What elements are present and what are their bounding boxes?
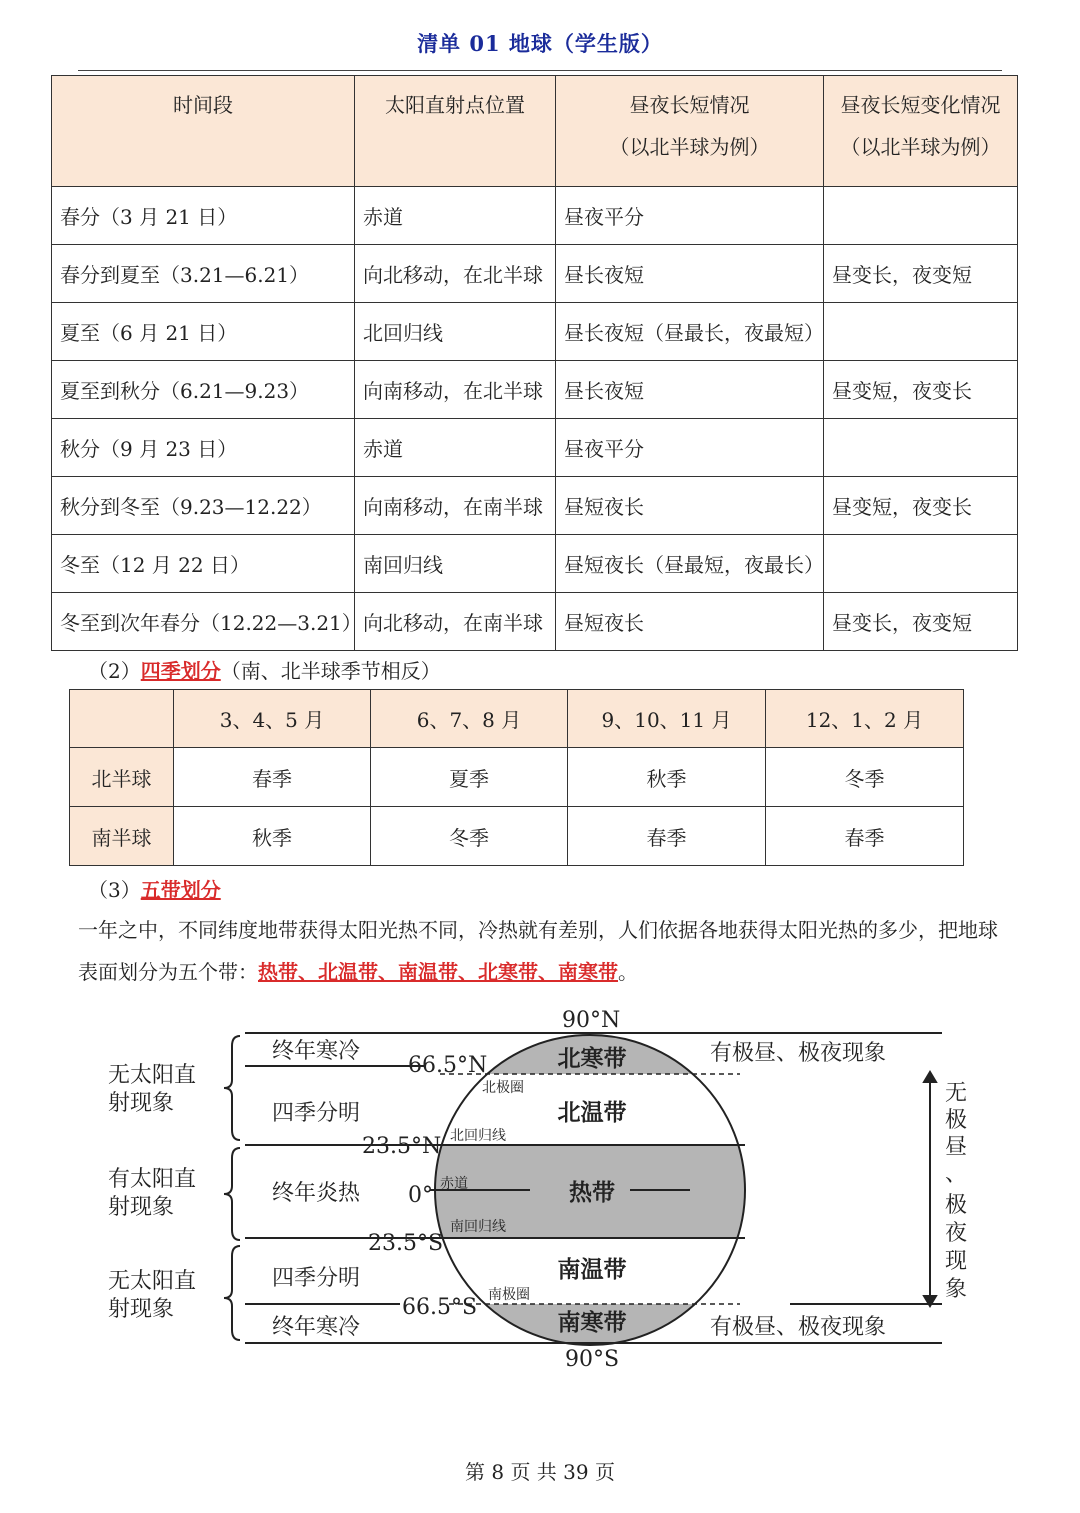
no-polar-arrow	[924, 1072, 936, 1306]
five-zones-diagram	[90, 1000, 970, 1380]
page-title: 清单 01 地球（学生版）	[417, 31, 663, 56]
lat-90n: 90°N	[562, 1008, 621, 1033]
left-braces	[224, 1036, 240, 1340]
header-divider	[78, 70, 1002, 71]
lat-90s: 90°S	[565, 1347, 620, 1372]
section-3-title: 五带划分	[140, 878, 221, 902]
climate-cold-south: 终年寒冷	[272, 1315, 361, 1340]
table-row: 南半球 秋季 冬季 春季 春季	[70, 807, 964, 866]
climate-cold-north: 终年寒冷	[272, 1039, 361, 1064]
label-has-direct-2: 射现象	[108, 1195, 175, 1220]
lat-665s: 66.5°S	[402, 1295, 478, 1320]
polar-north-label: 有极昼、极夜现象	[710, 1041, 887, 1066]
line-tropic-cancer: 北回归线	[450, 1128, 506, 1144]
seasons-table	[69, 689, 964, 866]
lat-665n: 66.5°N	[408, 1053, 488, 1078]
svg-text:极: 极	[944, 1108, 968, 1133]
header-direct-point: 太阳直射点位置	[355, 76, 556, 187]
svg-text:象: 象	[944, 1277, 968, 1302]
zone-north-frigid: 北寒带	[557, 1045, 627, 1072]
table-header-row: 3、4、5 月 6、7、8 月 9、10、11 月 12、1、2 月	[70, 690, 964, 748]
table-row: 秋分到冬至（9.23—12.22） 向南移动，在南半球 昼短夜长 昼变短，夜变长	[52, 477, 1018, 535]
page-footer: 第 8 页 共 39 页	[465, 1460, 615, 1484]
header-period: 时间段	[52, 76, 355, 187]
table-row: 春分到夏至（3.21—6.21） 向北移动，在北半球 昼长夜短 昼变长，夜变短	[52, 245, 1018, 303]
zone-tropical: 热带	[569, 1179, 615, 1206]
lat-0: 0°	[408, 1183, 433, 1208]
label-no-direct-4: 射现象	[108, 1297, 175, 1322]
table-row: 冬至到次年春分（12.22—3.21） 向北移动，在南半球 昼短夜长 昼变长，夜变短	[52, 593, 1018, 651]
svg-text:昼: 昼	[944, 1135, 968, 1160]
zones-paragraph: 一年之中，不同纬度地带获得太阳光热不同，冷热就有差别，人们依据各地获得太阳光热的多少，把地球表面划分为五个带：热带、北温带、南温带、北寒带、南寒带。	[78, 918, 998, 984]
table-row: 夏至（6 月 21 日） 北回归线 昼长夜短（昼最长，夜最短）	[52, 303, 1018, 361]
section-2-title: 四季划分	[140, 659, 221, 683]
section-2-heading: （2）四季划分（南、北半球季节相反）	[88, 659, 441, 683]
header-day-night-change: 昼夜长短变化情况 （以北半球为例）	[824, 76, 1018, 187]
climate-hot: 终年炎热	[272, 1181, 361, 1206]
zone-north-temperate: 北温带	[557, 1099, 627, 1126]
label-no-direct-3: 无太阳直	[108, 1269, 197, 1294]
label-no-direct-2: 射现象	[108, 1091, 175, 1116]
zone-south-temperate: 南温带	[557, 1256, 627, 1283]
svg-text:无: 无	[944, 1081, 968, 1106]
table-row: 秋分（9 月 23 日） 赤道 昼夜平分	[52, 419, 1018, 477]
header-day-night: 昼夜长短情况 （以北半球为例）	[556, 76, 824, 187]
label-has-direct-1: 有太阳直	[108, 1167, 197, 1192]
line-antarctic-circle: 南极圈	[488, 1287, 530, 1303]
table-row: 夏至到秋分（6.21—9.23） 向南移动，在北半球 昼长夜短 昼变短，夜变长	[52, 361, 1018, 419]
zones-highlight: 热带、北温带、南温带、北寒带、南寒带	[258, 960, 618, 984]
zone-south-frigid: 南寒带	[557, 1309, 627, 1336]
table-row: 冬至（12 月 22 日） 南回归线 昼短夜长（昼最短，夜最长）	[52, 535, 1018, 593]
svg-text:、: 、	[944, 1162, 968, 1187]
line-arctic-circle: 北极圈	[482, 1080, 524, 1096]
svg-text:夜: 夜	[944, 1221, 968, 1246]
lat-235n: 23.5°N	[362, 1134, 442, 1159]
table-row: 北半球 春季 夏季 秋季 冬季	[70, 748, 964, 807]
table-header-row	[52, 76, 1018, 187]
table-row: 春分（3 月 21 日） 赤道 昼夜平分	[52, 187, 1018, 245]
solar-position-table	[51, 75, 1018, 651]
climate-four-south: 四季分明	[272, 1266, 361, 1291]
label-no-direct-1: 无太阳直	[108, 1063, 197, 1088]
svg-text:极: 极	[944, 1193, 968, 1218]
lat-235s: 23.5°S	[368, 1231, 444, 1256]
line-tropic-capricorn: 南回归线	[450, 1219, 506, 1235]
svg-text:现: 现	[944, 1249, 968, 1274]
section-3-heading: （3）五带划分	[88, 878, 221, 902]
no-polar-vertical-label	[945, 1081, 967, 1302]
polar-south-label: 有极昼、极夜现象	[710, 1315, 887, 1340]
line-equator: 赤道	[440, 1176, 468, 1192]
climate-four-north: 四季分明	[272, 1101, 361, 1126]
